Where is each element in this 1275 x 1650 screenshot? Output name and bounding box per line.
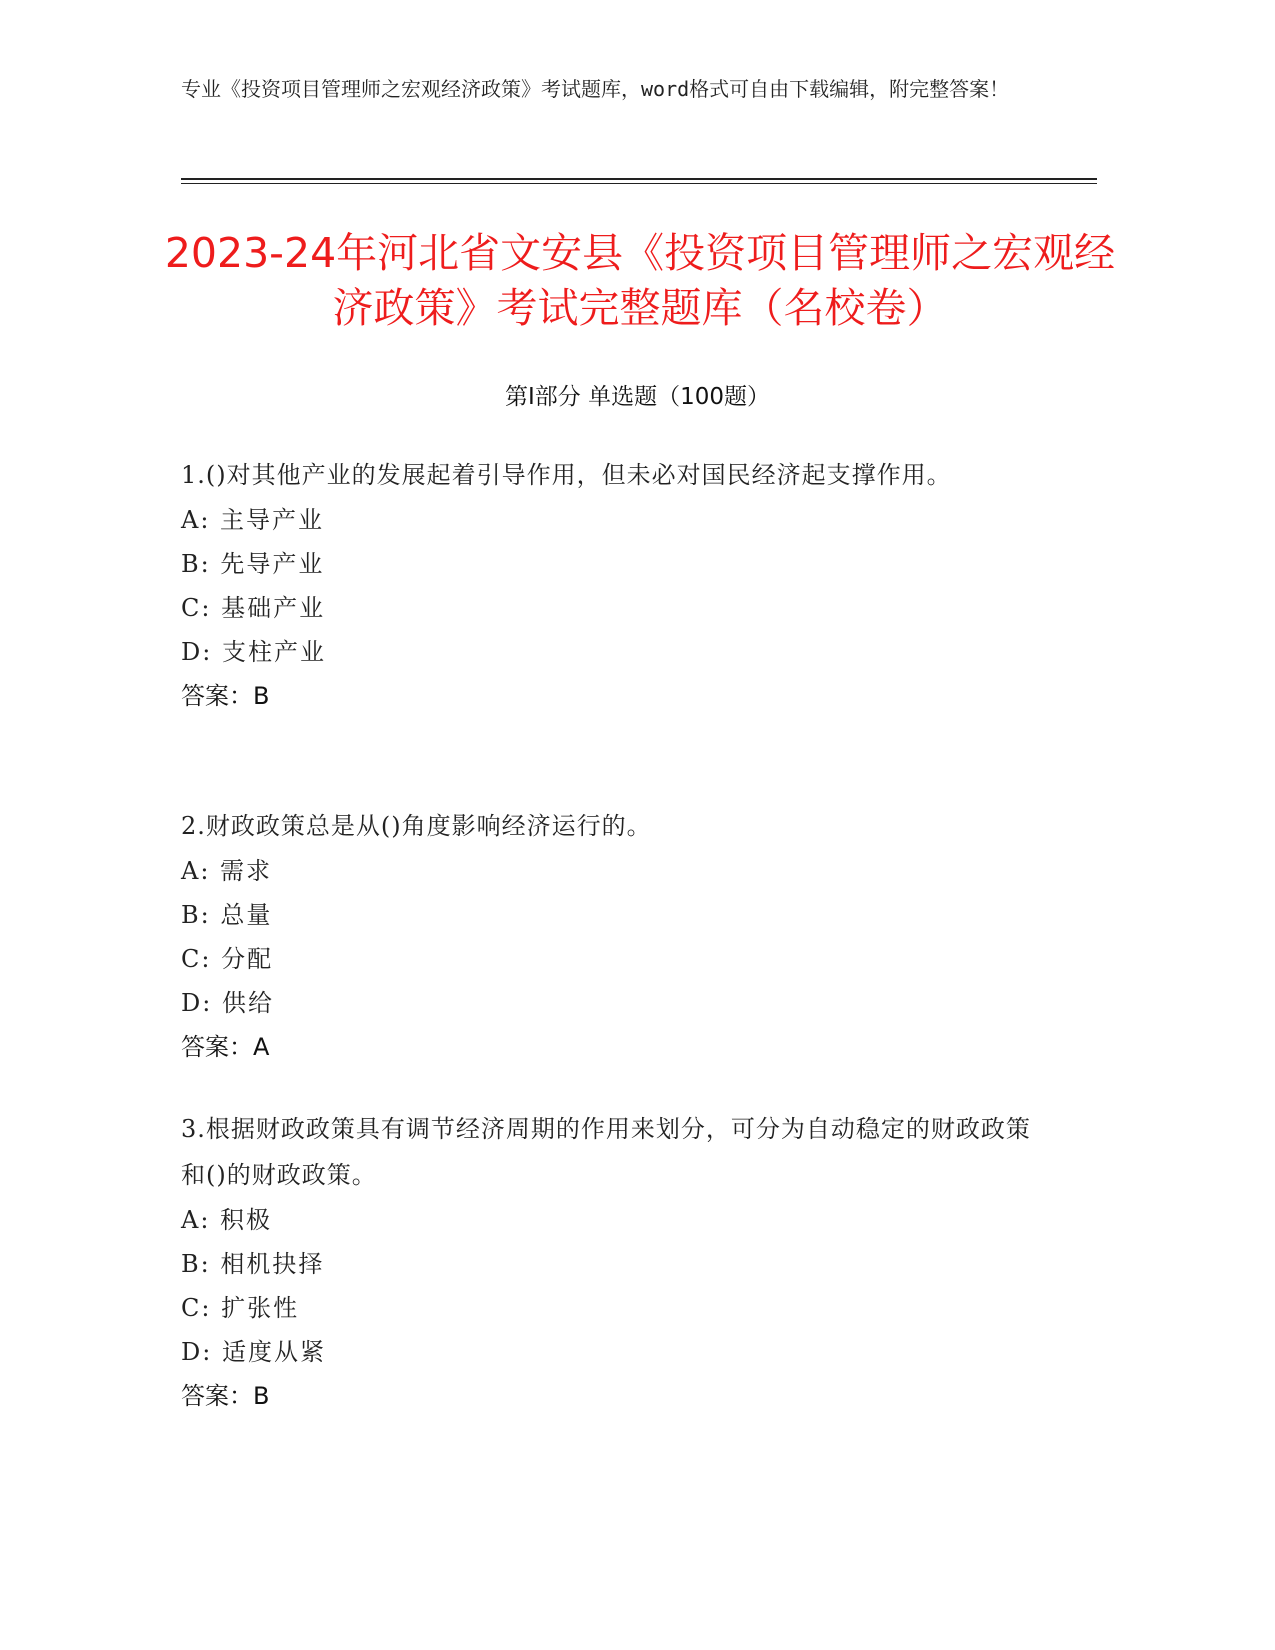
option-b: B: 总量 (181, 901, 273, 929)
question-stem: 1.()对其他产业的发展起着引导作用，但未必对国民经济起支撑作用。 (181, 461, 952, 489)
header-note: 专业《投资项目管理师之宏观经济政策》考试题库，word格式可自由下载编辑，附完整答案！ (181, 77, 1010, 101)
question-stem: 3.根据财政政策具有调节经济周期的作用来划分，可分为自动稳定的财政政策和()的财政政策。 (181, 1115, 1031, 1189)
option-b: B: 相机抉择 (181, 1250, 325, 1278)
answer-line: 答案：A (181, 1033, 270, 1061)
answer-line: 答案：B (181, 682, 270, 710)
question-2 (181, 803, 1041, 1069)
option-d: D: 供给 (181, 989, 274, 1017)
question-stem: 2.财政政策总是从()角度影响经济运行的。 (181, 812, 652, 840)
question-1 (181, 452, 1041, 718)
option-c: C: 分配 (181, 945, 274, 973)
option-c: C: 扩张性 (181, 1294, 300, 1322)
section-heading: 第I部分 单选题（100题） (505, 384, 770, 410)
option-a: A: 主导产业 (181, 506, 325, 534)
question-3 (181, 1106, 1041, 1418)
document-title: 2023-24年河北省文安县《投资项目管理师之宏观经济政策》考试完整题库（名校卷） (164, 229, 1116, 332)
option-a: A: 积极 (181, 1206, 273, 1234)
header-divider-thin (181, 183, 1097, 184)
option-c: C: 基础产业 (181, 594, 326, 622)
option-d: D: 支柱产业 (181, 638, 326, 666)
answer-line: 答案：B (181, 1382, 270, 1410)
option-b: B: 先导产业 (181, 550, 325, 578)
option-d: D: 适度从紧 (181, 1338, 326, 1366)
header-divider-thick (181, 178, 1097, 180)
option-a: A: 需求 (181, 857, 273, 885)
